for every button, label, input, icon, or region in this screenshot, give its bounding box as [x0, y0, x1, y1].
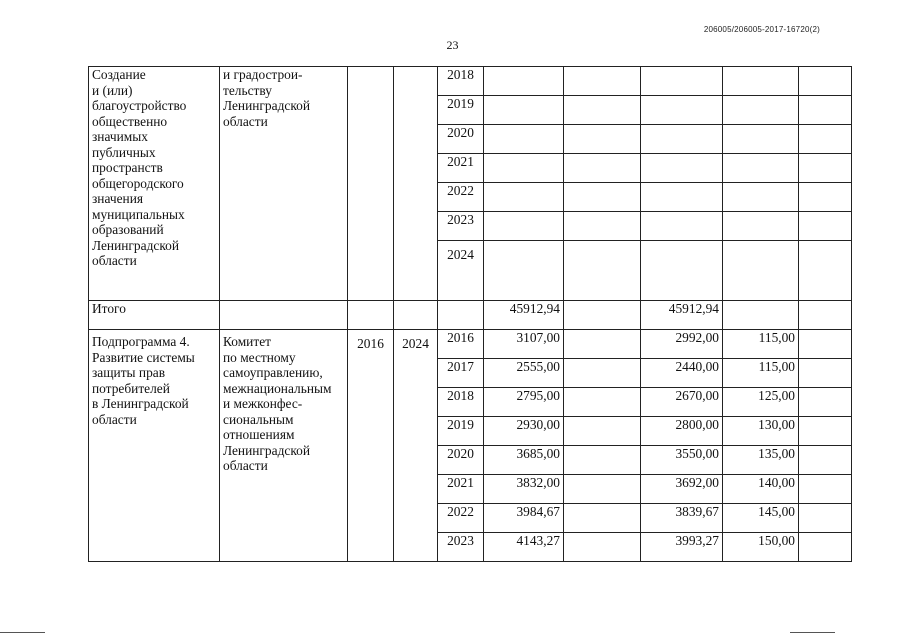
year-cell: 2019 [438, 96, 484, 125]
page-edge-left [0, 632, 45, 633]
empty-cell [220, 301, 348, 330]
executor-name: Комитет по местному самоуправлению, межнациональным и межконфес- сиональным отношениям Ленинградской области [220, 330, 348, 562]
total-amount: 3832,00 [484, 475, 564, 504]
year-cell: 2023 [438, 533, 484, 562]
total-amount: 45912,94 [484, 301, 564, 330]
amount-cell [723, 125, 799, 154]
year-cell: 2020 [438, 446, 484, 475]
total-amount: 2555,00 [484, 359, 564, 388]
amount-col-d: 150,00 [723, 533, 799, 562]
amount-cell [723, 241, 799, 301]
year-cell: 2024 [438, 241, 484, 301]
amount-cell [564, 330, 641, 359]
empty-cell [394, 301, 438, 330]
amount-cell [484, 125, 564, 154]
amount-cell [564, 475, 641, 504]
amount-col-d: 140,00 [723, 475, 799, 504]
amount-cell [799, 446, 852, 475]
amount-col-c: 3839,67 [641, 504, 723, 533]
amount-col-d: 145,00 [723, 504, 799, 533]
amount-cell [723, 212, 799, 241]
year-cell: 2019 [438, 417, 484, 446]
amount-cell [799, 330, 852, 359]
amount-cell [641, 125, 723, 154]
amount-cell [723, 154, 799, 183]
amount-cell [484, 212, 564, 241]
page-number: 23 [446, 38, 459, 52]
amount-cell [723, 67, 799, 96]
amount-cell [484, 67, 564, 96]
amount-cell [564, 359, 641, 388]
amount-cell [799, 154, 852, 183]
total-amount: 2795,00 [484, 388, 564, 417]
amount-cell [723, 301, 799, 330]
year-cell: 2017 [438, 359, 484, 388]
table-row [89, 67, 852, 96]
amount-col-c: 3550,00 [641, 446, 723, 475]
amount-cell [641, 241, 723, 301]
amount-cell [641, 67, 723, 96]
empty-cell [348, 301, 394, 330]
amount-cell [564, 154, 641, 183]
amount-col-c: 2440,00 [641, 359, 723, 388]
amount-col-d: 125,00 [723, 388, 799, 417]
year-cell: 2023 [438, 212, 484, 241]
amount-cell [564, 417, 641, 446]
amount-cell [484, 183, 564, 212]
amount-cell [799, 417, 852, 446]
amount-col-c: 2800,00 [641, 417, 723, 446]
amount-col-c: 2992,00 [641, 330, 723, 359]
year-cell: 2018 [438, 67, 484, 96]
start-year: 2016 [348, 330, 394, 562]
amount-cell [799, 212, 852, 241]
amount-cell [799, 533, 852, 562]
amount-cell [564, 67, 641, 96]
amount-cell [564, 212, 641, 241]
year-cell: 2016 [438, 330, 484, 359]
total-amount: 3984,67 [484, 504, 564, 533]
page-edge-right [790, 632, 835, 633]
amount-col-c: 2670,00 [641, 388, 723, 417]
amount-cell [799, 183, 852, 212]
amount-cell [641, 154, 723, 183]
amount-cell [799, 125, 852, 154]
total-label: Итого [89, 301, 220, 330]
amount-col-c: 3993,27 [641, 533, 723, 562]
amount-col-d: 115,00 [723, 330, 799, 359]
year-cell: 2022 [438, 183, 484, 212]
amount-cell [799, 241, 852, 301]
amount-cell [799, 96, 852, 125]
year-cell: 2018 [438, 388, 484, 417]
amount-col-d: 115,00 [723, 359, 799, 388]
amount-cell [484, 96, 564, 125]
end-year-cell [394, 67, 438, 301]
amount-cell [564, 96, 641, 125]
year-cell: 2020 [438, 125, 484, 154]
amount-cell [564, 446, 641, 475]
executor-name: и градострои- тельству Ленинградской области [220, 67, 348, 301]
amount-cell [723, 96, 799, 125]
total-row [89, 301, 852, 330]
amount-cell [564, 241, 641, 301]
amount-cell [641, 212, 723, 241]
amount-col-d: 135,00 [723, 446, 799, 475]
total-amount: 3107,00 [484, 330, 564, 359]
amount-cell [799, 504, 852, 533]
amount-cell [723, 183, 799, 212]
amount-col-d: 130,00 [723, 417, 799, 446]
amount-cell [564, 388, 641, 417]
amount-cell [564, 504, 641, 533]
budget-table [88, 66, 852, 562]
amount-cell [799, 67, 852, 96]
document-code: 206005/206005-2017-16720(2) [703, 25, 820, 34]
end-year: 2024 [394, 330, 438, 562]
amount-cell [484, 154, 564, 183]
total-amount: 4143,27 [484, 533, 564, 562]
year-cell: 2021 [438, 154, 484, 183]
amount-cell [641, 183, 723, 212]
amount-cell [564, 533, 641, 562]
total-amount: 3685,00 [484, 446, 564, 475]
year-cell: 2021 [438, 475, 484, 504]
amount-cell [641, 96, 723, 125]
amount-col-c: 3692,00 [641, 475, 723, 504]
amount-cell [799, 301, 852, 330]
amount-cell [564, 183, 641, 212]
empty-cell [438, 301, 484, 330]
measure-name: Создание и (или) благоустройство общественно значимых публичных пространств общегородского значения муниципальных образований Ленинградской области [89, 67, 220, 301]
year-cell: 2022 [438, 504, 484, 533]
table-row [89, 330, 852, 359]
subprogram-name: Подпрограмма 4. Развитие системы защиты прав потребителей в Ленинградской области [89, 330, 220, 562]
total-amount: 2930,00 [484, 417, 564, 446]
amount-cell [564, 301, 641, 330]
amount-cell [799, 359, 852, 388]
amount-cell [564, 125, 641, 154]
start-year-cell [348, 67, 394, 301]
total-amount-col-c: 45912,94 [641, 301, 723, 330]
amount-cell [484, 241, 564, 301]
amount-cell [799, 475, 852, 504]
amount-cell [799, 388, 852, 417]
